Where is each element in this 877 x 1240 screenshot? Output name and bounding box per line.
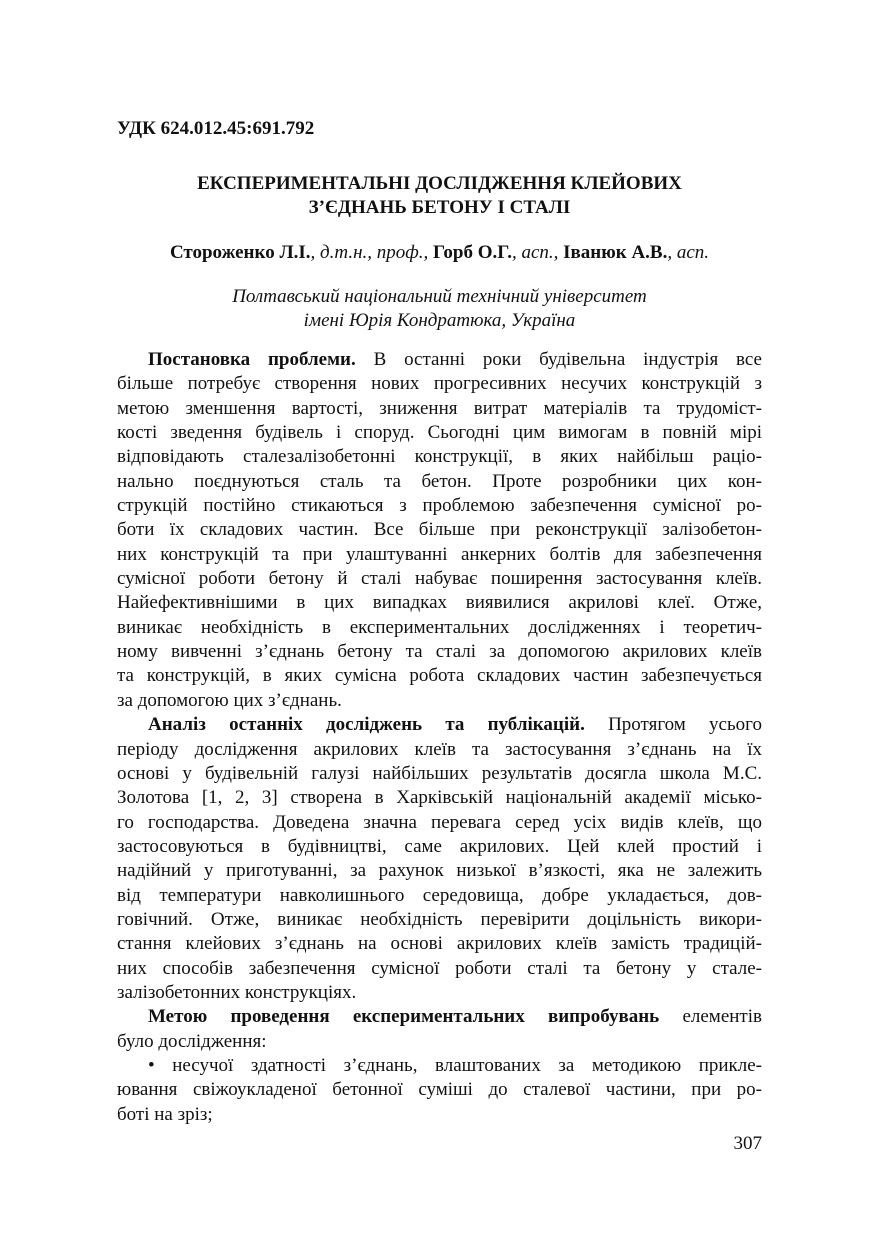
text-line: від температури навколишнього середовища, добре укладається, дов- xyxy=(117,884,762,906)
text-line: • несучої здатності з’єднань, влаштованих за методикою прикле- xyxy=(148,1054,762,1076)
text-line: Постановка проблеми. В останні роки будівельна індустрія все xyxy=(148,349,762,370)
text-line: більше потребує створення нових прогресивних несучих конструкцій з xyxy=(117,373,762,395)
text-line: відповідають сталезалізобетонні конструкції, в яких найбільш раціо- xyxy=(117,446,762,468)
text-line: метою зменшення вартості, зниження витрат матеріалів та трудоміст- xyxy=(117,397,762,419)
author-name: Іванюк А.В. xyxy=(563,242,668,263)
text-line: залізобетонних конструкціях. xyxy=(117,981,357,1003)
author-degree: , асп., xyxy=(511,242,559,263)
text-line: ювання свіжоукладеної бетонної суміші до сталевої частини, при ро- xyxy=(117,1079,762,1101)
section-heading: Метою проведення експериментальних випробувань xyxy=(148,1006,660,1028)
paragraph xyxy=(117,348,762,713)
text-line: основі у будівельній галузі найбільших результатів досягла школа М.С. xyxy=(117,762,762,784)
affiliation-line-1: Полтавський національний технічний університет xyxy=(232,286,647,307)
text-line: них способів забезпечення сумісної роботи сталі та бетону у сталe- xyxy=(117,957,762,979)
text-line: сумісної роботи бетону й сталі набуває поширення застосування клеїв. xyxy=(117,568,762,590)
paragraph xyxy=(117,713,762,1005)
author-degree: , д.т.н., проф., xyxy=(310,242,429,263)
text-line: кості зведення будівель і споруд. Сьогодні цим вимогам в повній мірі xyxy=(117,422,762,444)
authors-line xyxy=(117,242,762,264)
text-line: надійний у приготуванні, за рахунок низької в’язкості, яка не залежить xyxy=(117,860,762,882)
text-line: виникає необхідність в експериментальних дослідженнях і теоретич- xyxy=(117,616,762,638)
author-degree: , асп. xyxy=(667,242,710,263)
text-line: застосовуються в будівництві, саме акрилових. Цей клей простий і xyxy=(117,835,762,857)
section-heading: Аналіз останніх досліджень та публікацій. xyxy=(148,714,585,736)
text-line: го господарства. Доведена значна перевага серед усіх видів клеїв, що xyxy=(117,811,762,833)
text-line: було дослідження: xyxy=(117,1030,267,1052)
text-line: боти їх складових частин. Все більше при реконструкції залізобетон- xyxy=(117,519,762,541)
udk-code: УДК 624.012.45:691.792 xyxy=(117,118,315,139)
text-line: боті на зріз; xyxy=(117,1103,213,1125)
author-name: Горб О.Г. xyxy=(432,242,512,263)
article-title-line-2: З’ЄДНАНЬ БЕТОНУ І СТАЛІ xyxy=(308,197,571,218)
text-line: та конструкцій, в яких сумісна робота складових частин забезпечується xyxy=(117,665,762,687)
text-line: періоду дослідження акрилових клеїв та застосування з’єднань на їх xyxy=(117,738,762,760)
text-line: них конструкцій та при улаштуванні анкерних болтів для забезпечення xyxy=(117,543,762,565)
article-title-line-1: ЕКСПЕРИМЕНТАЛЬНІ ДОСЛІДЖЕННЯ КЛЕЙОВИХ xyxy=(197,173,682,194)
section-heading: Постановка проблеми. xyxy=(148,349,356,370)
text-line: Золотова [1, 2, 3] створена в Харківській національній академії місько- xyxy=(117,787,762,809)
text-line: Найефективнішими в цих випадках виявилися акрилові клеї. Отже, xyxy=(117,592,762,614)
text-line: говічний. Отже, виникає необхідність перевірити доцільність викори- xyxy=(117,908,762,930)
article-body xyxy=(117,348,762,1127)
text-line: Аналіз останніх досліджень та публікацій. Протягом усього xyxy=(148,714,762,736)
affiliation-line-2: імені Юрія Кондратюка, Україна xyxy=(303,310,576,331)
text-line: ному вивченні з’єднань бетону та сталі за допомогою акрилових клеїв xyxy=(117,641,762,663)
author-name: Стороженко Л.І. xyxy=(169,242,311,263)
text-line: за допомогою цих з’єднань. xyxy=(117,689,342,711)
text-line: Метою проведення експериментальних випробувань елементів xyxy=(148,1006,762,1028)
text-line: нально поєднуються сталь та бетон. Проте розробники цих кон- xyxy=(117,470,762,492)
paragraph xyxy=(117,1005,762,1054)
text-line: струкцій постійно стикаються з проблемою забезпечення сумісної ро- xyxy=(117,495,762,517)
text-line: стання клейових з’єднань на основі акрилових клеїв замість традицій- xyxy=(117,933,762,955)
page-number: 307 xyxy=(733,1133,762,1154)
paragraph xyxy=(117,1054,762,1127)
